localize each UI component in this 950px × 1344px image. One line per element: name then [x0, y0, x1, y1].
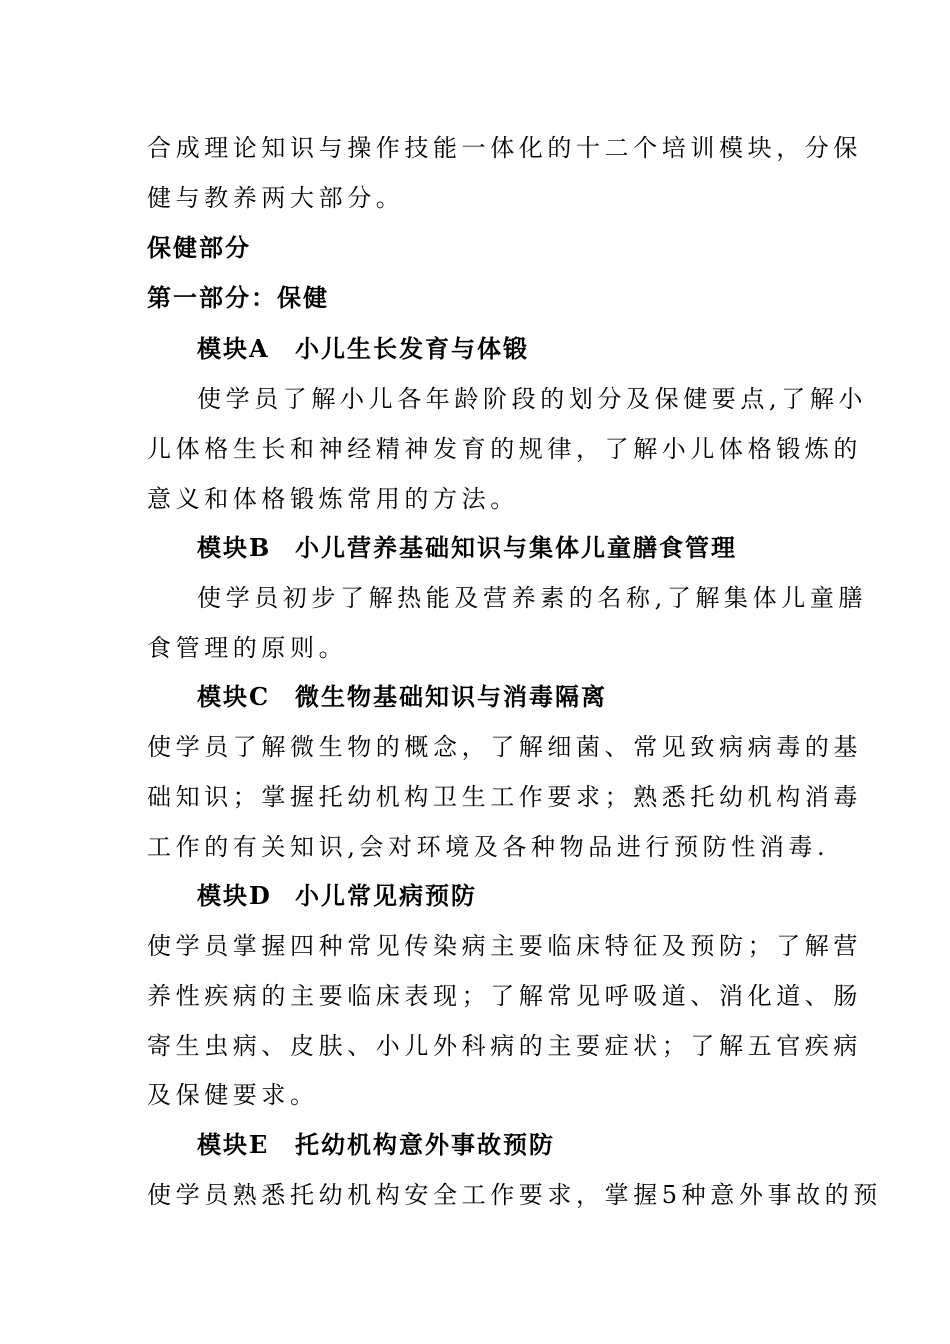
module-d-line-4: 及保健要求。	[147, 1081, 319, 1109]
module-d-title: 小儿常见病预防	[295, 881, 477, 910]
module-b-heading	[197, 533, 827, 563]
module-a-line-3: 意义和体格锻炼常用的方法。	[147, 485, 519, 513]
module-d-heading	[197, 881, 827, 911]
module-e-title: 托幼机构意外事故预防	[295, 1130, 555, 1159]
module-a-title: 小儿生长发育与体锻	[295, 334, 529, 363]
part-heading: 第一部分：保健	[147, 283, 329, 312]
module-d-code: 模块D	[197, 881, 272, 910]
module-c-line-3: 工作的有关知识,会对环境及各种物品进行预防性消毒.	[147, 833, 830, 861]
module-a-heading	[197, 334, 827, 364]
module-c-heading	[197, 682, 827, 712]
module-b-title: 小儿营养基础知识与集体儿童膳食管理	[295, 533, 737, 562]
module-b-line-1: 使学员初步了解热能及营养素的名称,了解集体儿童膳	[197, 584, 868, 612]
module-c-line-2: 础知识；掌握托幼机构卫生工作要求；熟悉托幼机构消毒	[147, 783, 862, 811]
module-d-line-3: 寄生虫病、皮肤、小儿外科病的主要症状；了解五官疾病	[147, 1032, 862, 1060]
module-d-line-1: 使学员掌握四种常见传染病主要临床特征及预防；了解营	[147, 932, 862, 960]
module-a-code: 模块A	[197, 334, 270, 363]
intro-line-2: 健与教养两大部分。	[147, 184, 405, 212]
intro-line-1: 合成理论知识与操作技能一体化的十二个培训模块，分保	[147, 134, 862, 162]
module-d-line-2: 养性疾病的主要临床表现；了解常见呼吸道、消化道、肠	[147, 982, 862, 1010]
module-a-line-2: 儿体格生长和神经精神发育的规律，了解小儿体格锻炼的	[147, 435, 862, 463]
module-a-line-1: 使学员了解小儿各年龄阶段的划分及保健要点,了解小	[197, 385, 868, 413]
section-heading: 保健部分	[147, 233, 251, 262]
module-c-line-1: 使学员了解微生物的概念，了解细菌、常见致病病毒的基	[147, 733, 862, 761]
module-e-heading	[197, 1130, 827, 1160]
module-e-code: 模块E	[197, 1130, 270, 1159]
module-b-line-2: 食管理的原则。	[147, 634, 348, 662]
module-c-code: 模块C	[197, 682, 271, 711]
module-c-title: 微生物基础知识与消毒隔离	[295, 682, 607, 711]
module-e-line-1: 使学员熟悉托幼机构安全工作要求，掌握5种意外事故的预	[147, 1181, 882, 1209]
module-b-code: 模块B	[197, 533, 272, 562]
